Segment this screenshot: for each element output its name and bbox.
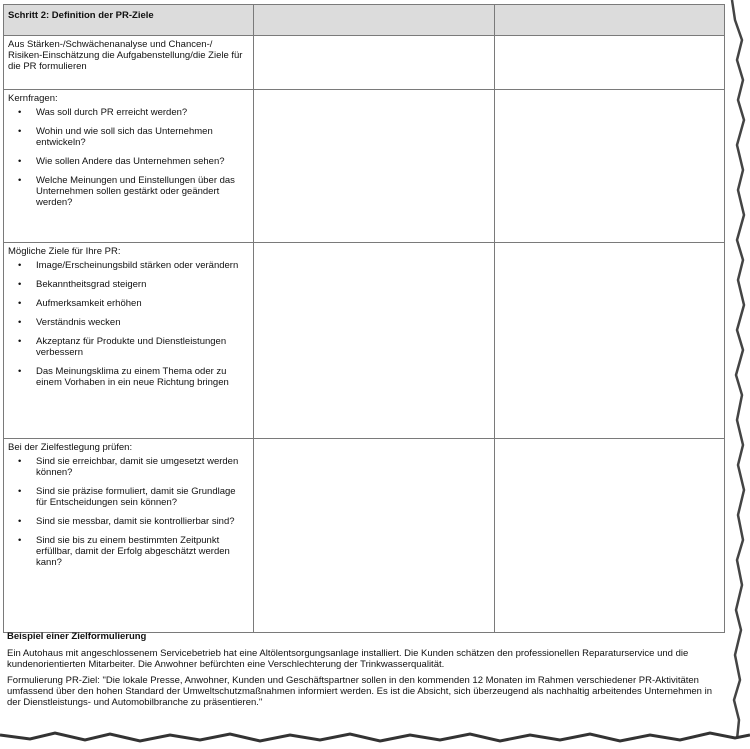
row-pruefen-cell (4, 439, 254, 633)
list-item: • Wohin und wie soll sich das Unternehmen entwickeln? (36, 126, 249, 148)
list-item: • Was soll durch PR erreicht werden? (36, 107, 249, 118)
torn-edge-bottom (0, 713, 750, 749)
empty-cell (254, 36, 495, 90)
list-item: • Wie sollen Andere das Unternehmen sehen? (36, 156, 249, 167)
row-kernfragen-cell (4, 90, 254, 243)
table-row (4, 90, 725, 243)
row-intro-text: Bei der Zielfestlegung prüfen: (8, 442, 133, 453)
empty-cell (254, 439, 495, 633)
pr-goals-table (3, 4, 725, 633)
row-ziele-cell (4, 243, 254, 439)
list-item: • Bekanntheitsgrad steigern (36, 279, 249, 290)
header-cell-2 (254, 5, 495, 36)
header-cell-title: Schritt 2: Definition der PR-Ziele (4, 5, 254, 36)
table-row (4, 439, 725, 633)
empty-cell (495, 243, 725, 439)
list-item: • Akzeptanz für Produkte und Dienstleistungen verbessern (36, 336, 249, 358)
empty-cell (495, 90, 725, 243)
table-row (4, 243, 725, 439)
row-intro-text: Kernfragen: (8, 93, 58, 104)
example-title: Beispiel einer Zielformulierung (7, 631, 147, 642)
empty-cell (254, 90, 495, 243)
list-item: • Aufmerksamkeit erhöhen (36, 298, 249, 309)
empty-cell (495, 439, 725, 633)
list-item: • Welche Meinungen und Einstellungen über das Unternehmen sollen gestärkt oder geändert werden? (36, 175, 249, 208)
example-paragraph: Ein Autohaus mit angeschlossenem Servicebetrieb hat eine Altölentsorgungsanlage installiert. Die Kunden schätzen den professionellen Reparaturservice und die kundenorientierten Mitarbeiter. Die Anwohner befürchten eine Verschlechterung der Trinkwasserqualität. (7, 648, 689, 670)
list-item: • Sind sie erreichbar, damit sie umgesetzt werden können? (36, 456, 249, 478)
list-item: • Sind sie messbar, damit sie kontrollierbar sind? (36, 516, 249, 527)
bullet-list (8, 260, 249, 388)
list-item: • Image/Erscheinungsbild stärken oder verändern (36, 260, 249, 271)
example-section (3, 625, 723, 713)
bullet-list (8, 456, 249, 568)
table-header-row (4, 5, 725, 36)
example-goal-paragraph: Formulierung PR-Ziel: "Die lokale Presse, Anwohner, Kunden und Geschäftspartner sollen in den kommenden 12 Monaten im Rahmen verschiedener PR-Aktivitäten umfassend über den hohen Standard der Umweltschutzmaßnahmen informiert werden. Es ist die Absicht, sich überzeugend als nachhaltig arbeitendes Unternehmen in der Dienstleistungs- und Automobilbranche zu präsentieren." (7, 675, 712, 708)
bullet-list (8, 107, 249, 208)
header-cell-3 (495, 5, 725, 36)
empty-cell (254, 243, 495, 439)
row-intro-text: Aus Stärken-/Schwächenanalyse und Chancen-/ Risiken-Einschätzung die Aufgabenstellung/die Ziele für die PR formulieren (8, 39, 243, 72)
torn-edge-right (726, 0, 750, 749)
table-row (4, 36, 725, 90)
list-item: • Das Meinungsklima zu einem Thema oder zu einem Vorhaben in ein neue Richtung bringen (36, 366, 249, 388)
list-item: • Sind sie präzise formuliert, damit sie Grundlage für Entscheidungen sein können? (36, 486, 249, 508)
row-intro-cell (4, 36, 254, 90)
row-intro-text: Mögliche Ziele für Ihre PR: (8, 246, 121, 257)
empty-cell (495, 36, 725, 90)
list-item: • Verständnis wecken (36, 317, 249, 328)
list-item: • Sind sie bis zu einem bestimmten Zeitpunkt erfüllbar, damit der Erfolg abgeschätzt werden kann? (36, 535, 249, 568)
